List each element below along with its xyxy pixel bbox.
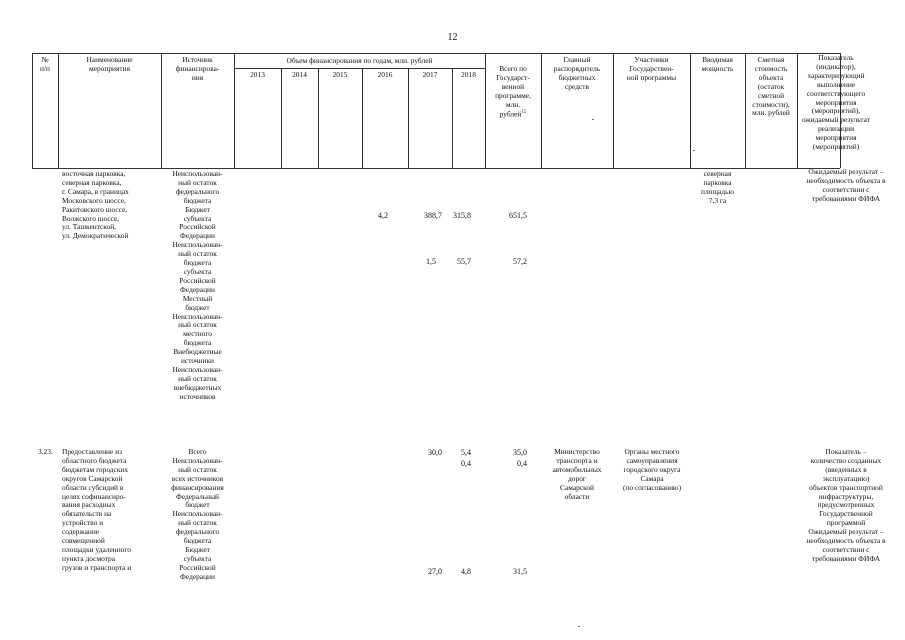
block1-b-2017: 1,5 bbox=[426, 257, 436, 266]
block2-subj-2018: 4,8 bbox=[461, 567, 471, 576]
years-subheader-line bbox=[234, 68, 485, 69]
block2-participants: Органы местного самоуправления городского округа Самара (по согласованию) bbox=[622, 447, 682, 492]
header-total-footnote: 15 bbox=[521, 110, 527, 116]
block1-a-total: 651,5 bbox=[509, 211, 527, 220]
block2-all-2018: 5,4 bbox=[461, 448, 471, 457]
block1-b-total: 57,2 bbox=[513, 257, 527, 266]
col-line-2014 bbox=[281, 68, 282, 168]
scan-speck bbox=[578, 626, 580, 627]
table-top-border bbox=[32, 53, 840, 54]
block2-sources: Всего Неиспользован- ный остаток всех источников финансирования Федеральный бюджет Неиспользован- ный остаток федерального бюджета Бюджет субъекта Российской Федерации bbox=[171, 447, 224, 581]
block2-subj-2017: 27,0 bbox=[428, 567, 442, 576]
block2-num: 3.23. bbox=[38, 447, 53, 456]
block2-manager: Министерство транспорта и автомобильных дорог Самарской области bbox=[552, 447, 602, 501]
header-total bbox=[485, 56, 541, 120]
col-line-2016 bbox=[362, 68, 363, 168]
block1-a-2016: 4,2 bbox=[378, 211, 388, 220]
header-year-2017: 2017 bbox=[422, 70, 438, 79]
header-year-2014: 2014 bbox=[292, 70, 307, 79]
block2-all-2017: 30,0 bbox=[428, 448, 442, 457]
block2-rest-2018: 0,4 bbox=[461, 459, 471, 468]
header-estimate: Сметная стоимость объекта (остаток сметной стоимости), млн. рублей bbox=[752, 55, 790, 118]
block2-rest-total: 0,4 bbox=[517, 459, 527, 468]
header-year-2015: 2015 bbox=[332, 70, 348, 79]
header-years-group: Объем финансирования по годам, млн. рублей bbox=[286, 56, 433, 65]
block1-indicator: Ожидаемый результат – необходимость объекта в соответствии с требованиями ФИФА bbox=[806, 167, 886, 203]
col-line-2017 bbox=[408, 68, 409, 168]
col-line-2015 bbox=[318, 68, 319, 168]
block1-a-2018: 315,8 bbox=[453, 211, 471, 220]
scan-speck bbox=[693, 150, 695, 151]
header-year-2016: 2016 bbox=[377, 70, 393, 79]
header-capacity: Вводимая мощность bbox=[701, 55, 734, 73]
block1-sources: Неиспользован- ный остаток федерального бюджета Бюджет субъекта Российской Федерации Неиспользован- ный остаток бюджета субъекта Российской Федерации Местный бюджет Неиспользован- ный остаток местного бюджета Внебюджетные источники Неиспользован- ный остаток внебюджетных источников bbox=[172, 169, 223, 401]
block1-a-2017: 388,7 bbox=[424, 211, 442, 220]
header-year-2018: 2018 bbox=[461, 70, 476, 79]
header-participants: Участники Государствен- ной программы bbox=[626, 55, 677, 82]
header-name: Наименование мероприятия bbox=[86, 55, 133, 73]
block1-capacity: северная парковка площадью 7,3 га bbox=[701, 169, 734, 205]
block2-all-total: 35,0 bbox=[513, 448, 527, 457]
block1-b-2018: 55,7 bbox=[457, 257, 471, 266]
block2-subj-total: 31,5 bbox=[513, 567, 527, 576]
header-manager: Главный распорядитель бюджетных средств bbox=[553, 55, 601, 91]
block2-indicator: Показатель – количество созданных (введенных в эксплуатацию) объектов транспортной инфраструктуры, предусмотренных Государственной программой Ожидаемый результат – необходимость объекта в соответствии с требованиями ФИФА bbox=[806, 447, 886, 563]
block1-name: восточная парковка, северная парковка, г. Самара, в границах Московского шоссе, Ракитовского шоссе, Волжского шоссе, ул. Ташкентской, ул. Демократической bbox=[62, 169, 129, 241]
header-num: № п/п bbox=[40, 55, 50, 73]
col-line-2018 bbox=[452, 68, 453, 168]
header-year-2013: 2013 bbox=[250, 70, 265, 79]
page-number: 12 bbox=[447, 32, 458, 43]
header-source: Источник финансирова- ния bbox=[175, 55, 220, 82]
scan-speck bbox=[592, 119, 594, 120]
header-total-text: Всего по Государст- венной программе, млн. рублей bbox=[495, 63, 531, 119]
block2-name: Предоставление из областного бюджета бюджетам городских округов Самарской области субсидий в целях софинансиро- вания расходных обязательств на устройство и содержание совмещенной площадки удаленного пункта досмотра грузов и транспорта и bbox=[62, 447, 132, 572]
header-indicator: Показатель (индикатор), характеризующий выполнение соответствующего мероприятия (мероприятий), ожидаемый результат реализации мероприятия (мероприятий) bbox=[802, 53, 870, 152]
